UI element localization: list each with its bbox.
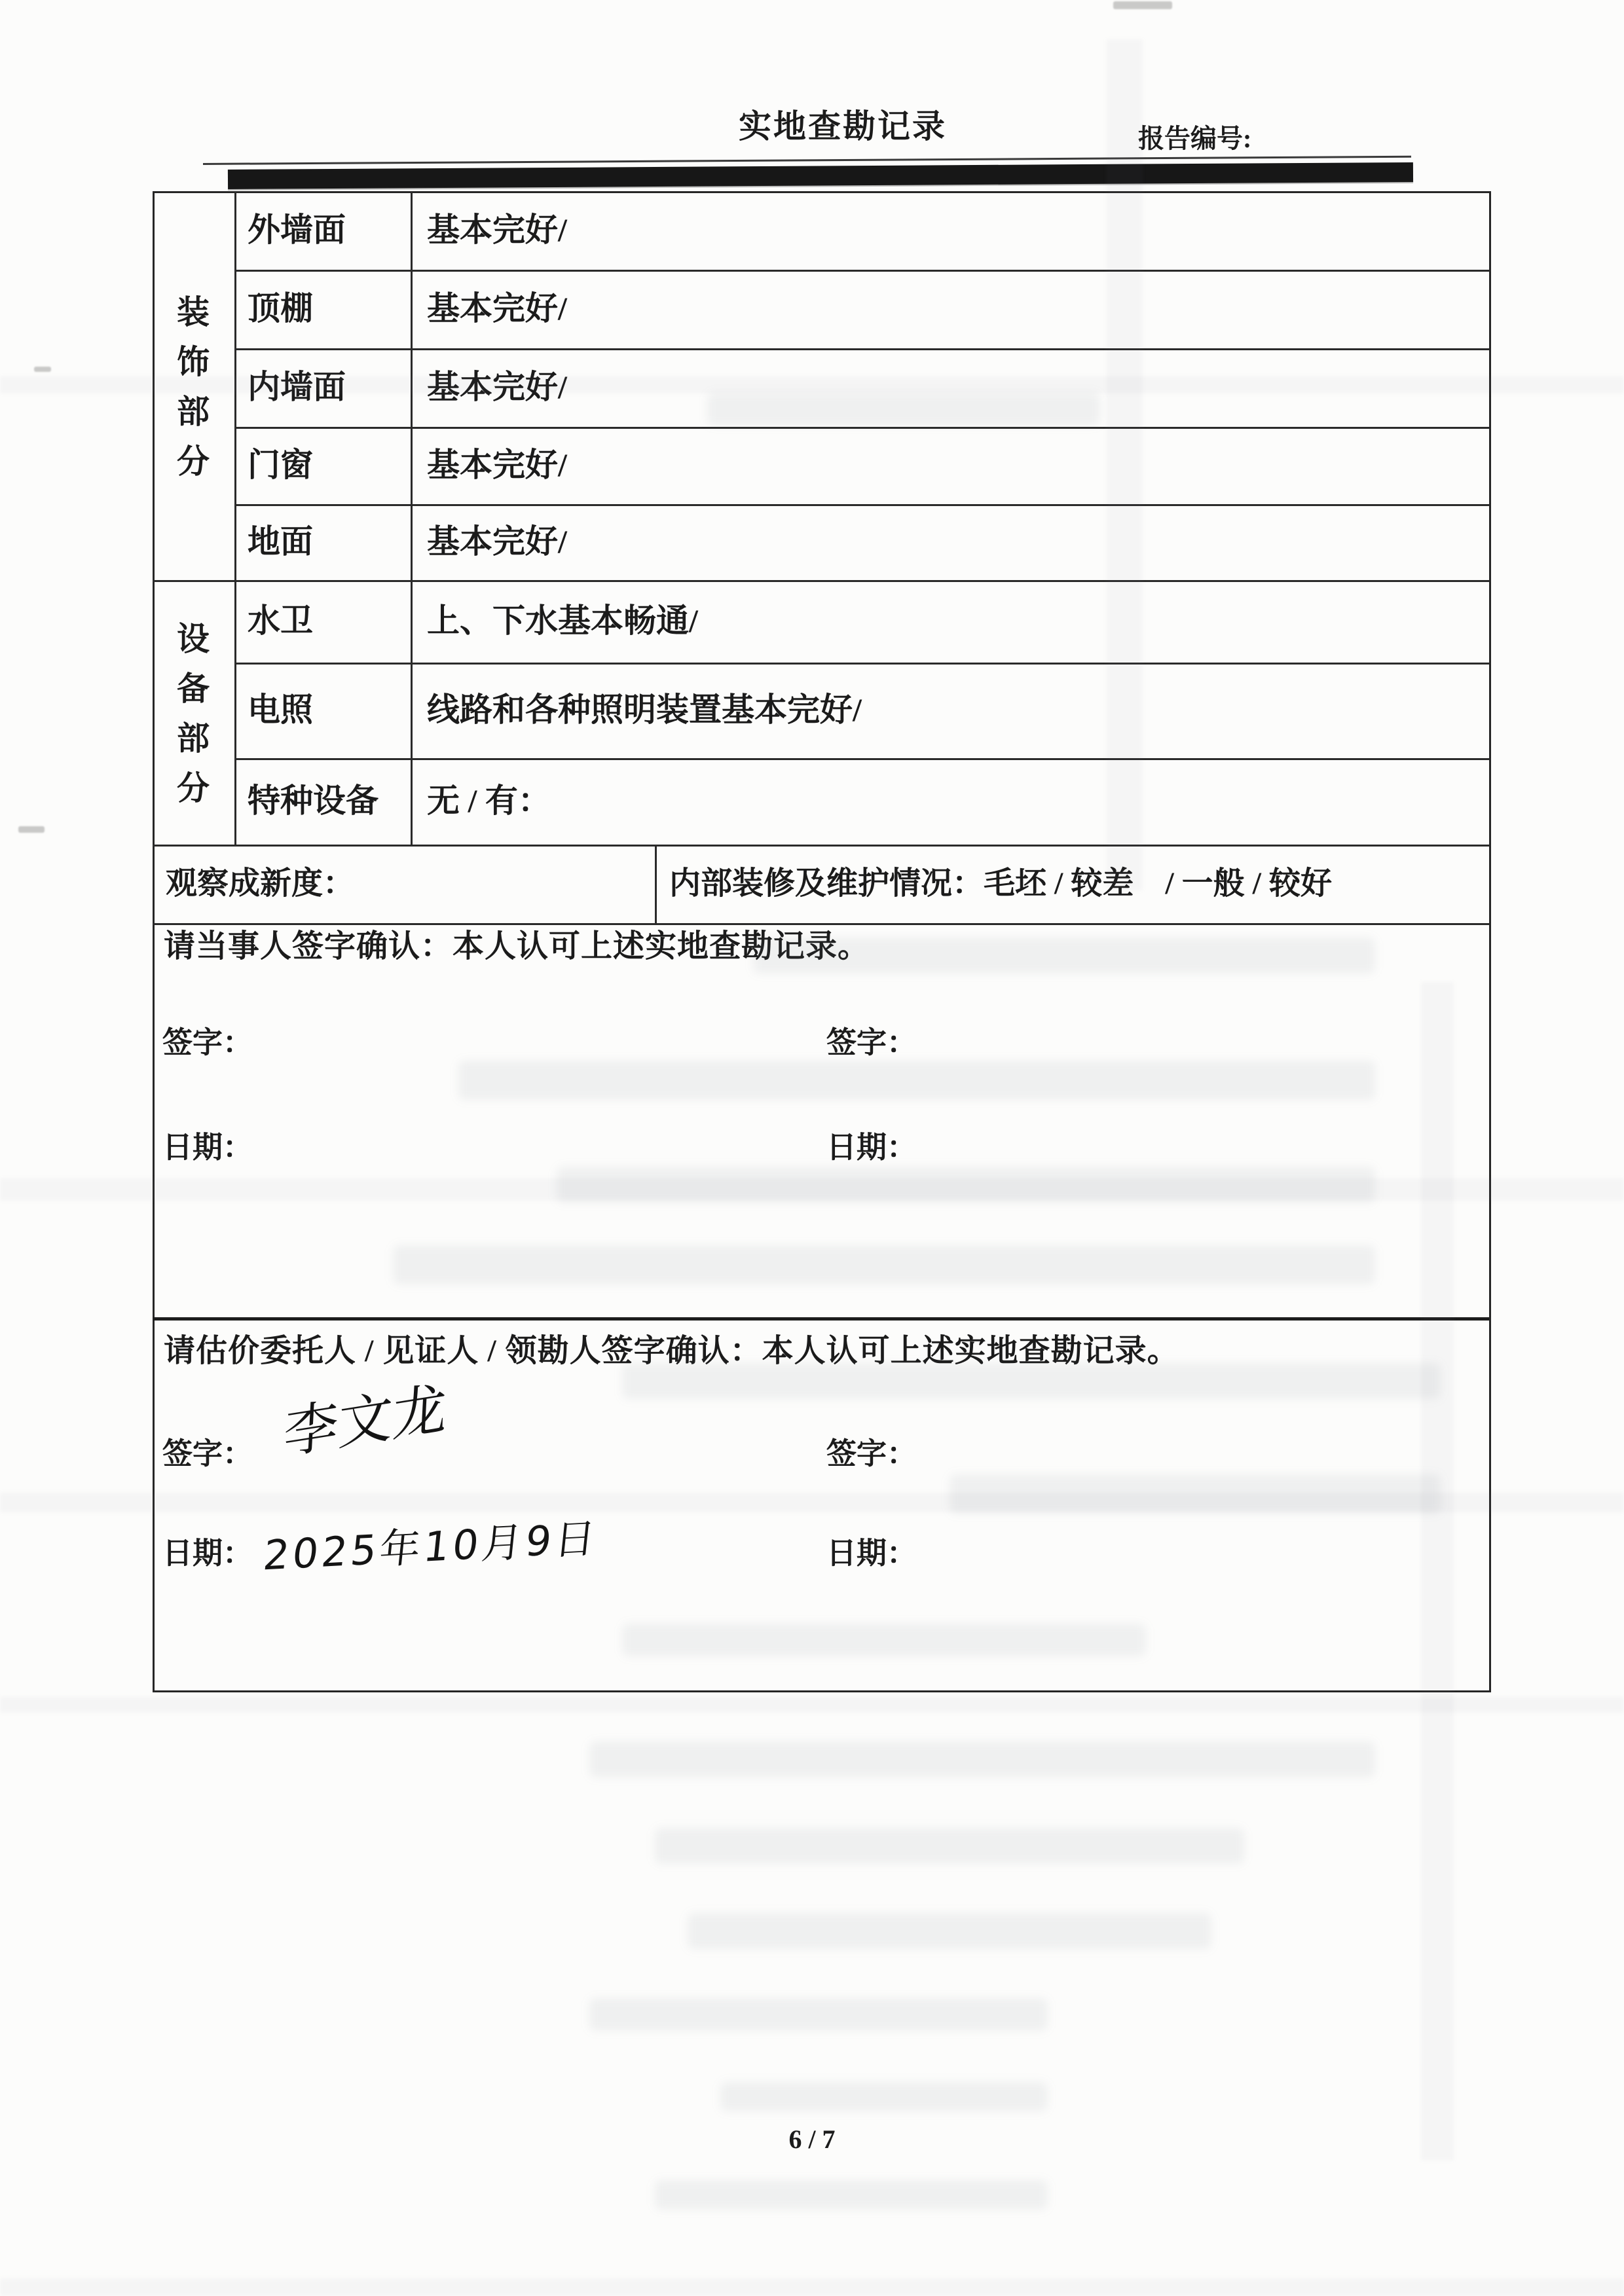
scan-streak xyxy=(0,1178,1624,1201)
bleed-artifact xyxy=(655,2180,1048,2210)
table-vline xyxy=(655,845,657,923)
scan-streak xyxy=(0,376,1624,393)
bleed-artifact xyxy=(622,1624,1146,1656)
bleed-artifact xyxy=(622,1363,1441,1399)
scan-streak xyxy=(0,2278,1624,2296)
table-hline xyxy=(234,504,1489,506)
scan-mark xyxy=(34,367,51,372)
row-label: 电照 xyxy=(248,691,313,728)
scan-mark xyxy=(18,826,45,833)
handwritten-signature: 李文龙 xyxy=(282,1375,449,1467)
table-vline xyxy=(234,191,236,845)
handwritten-date: 2025年10月9日 xyxy=(261,1514,601,1580)
surveyor-sign-label-left: 签字： xyxy=(162,1437,253,1470)
row-value: 基本完好/ xyxy=(427,290,567,327)
row-value: 线路和各种照明装置基本完好/ xyxy=(427,691,862,728)
row-label: 水卫 xyxy=(248,602,313,639)
table-hline xyxy=(234,663,1489,665)
row-value: 基本完好/ xyxy=(427,369,567,405)
row-label: 门窗 xyxy=(248,446,313,483)
table-hline xyxy=(234,270,1489,272)
table-hline-section xyxy=(153,923,1489,925)
scan-mark xyxy=(1113,1,1172,9)
bleed-artifact xyxy=(458,1061,1375,1100)
scan-streak xyxy=(0,1493,1624,1512)
bleed-artifact xyxy=(720,2082,1048,2111)
table-hline xyxy=(234,758,1489,760)
surveyor-confirmation-notice: 请估价委托人 / 见证人 / 领勘人签字确认：本人认可上述实地查勘记录。 xyxy=(164,1334,1179,1368)
surveyor-date-label-right: 日期： xyxy=(826,1537,917,1570)
party-date-label-right: 日期： xyxy=(826,1131,917,1164)
row-label: 特种设备 xyxy=(248,782,378,819)
row-value: 基本完好/ xyxy=(427,211,567,248)
party-sign-label-right: 签字： xyxy=(826,1026,917,1059)
row-value: 基本完好/ xyxy=(427,523,567,560)
page-title: 实地查勘记录 xyxy=(739,108,947,145)
party-confirmation-notice: 请当事人签字确认：本人认可上述实地查勘记录。 xyxy=(164,929,870,964)
table-hline xyxy=(234,348,1489,350)
surveyor-sign-label-right: 签字： xyxy=(826,1437,917,1470)
row-value: 基本完好/ xyxy=(427,446,567,483)
table-hline-group xyxy=(153,580,1489,582)
group-header-decoration: 装饰部分 xyxy=(172,295,209,494)
bleed-artifact xyxy=(393,1245,1375,1285)
bleed-artifact xyxy=(753,938,1375,974)
table-hline-divider xyxy=(153,1317,1489,1321)
bleed-artifact xyxy=(688,1913,1211,1949)
surveyor-date-label-left: 日期： xyxy=(162,1537,253,1570)
party-sign-label-left: 签字： xyxy=(162,1026,253,1059)
condition-newness-label: 观察成新度： xyxy=(166,866,355,901)
row-value: 上、下水基本畅通/ xyxy=(427,602,698,639)
group-header-equipment: 设备部分 xyxy=(172,621,209,820)
report-number-label: 报告编号: xyxy=(1138,124,1252,153)
row-label: 内墙面 xyxy=(248,369,346,405)
row-label: 地面 xyxy=(248,523,313,560)
table-vline xyxy=(411,191,413,845)
row-label: 外墙面 xyxy=(248,211,346,248)
table-hline-section xyxy=(153,845,1489,847)
bleed-artifact xyxy=(707,393,1100,426)
interior-maintenance-options: 内部装修及维护情况：毛坯 / 较差 / 一般 / 较好 xyxy=(669,866,1333,901)
table-hline xyxy=(234,427,1489,429)
header-rule-bar xyxy=(228,162,1413,189)
bleed-artifact xyxy=(589,1741,1375,1777)
scan-streak xyxy=(1421,982,1454,2160)
row-value: 无 / 有： xyxy=(427,782,551,819)
party-date-label-left: 日期： xyxy=(162,1131,253,1164)
bleed-artifact xyxy=(655,1828,1244,1864)
row-label: 顶棚 xyxy=(248,290,313,327)
scan-streak xyxy=(0,1697,1624,1713)
scan-streak xyxy=(1107,39,1143,890)
bleed-artifact xyxy=(589,1998,1048,2031)
page-number: 6 / 7 xyxy=(788,2124,836,2154)
